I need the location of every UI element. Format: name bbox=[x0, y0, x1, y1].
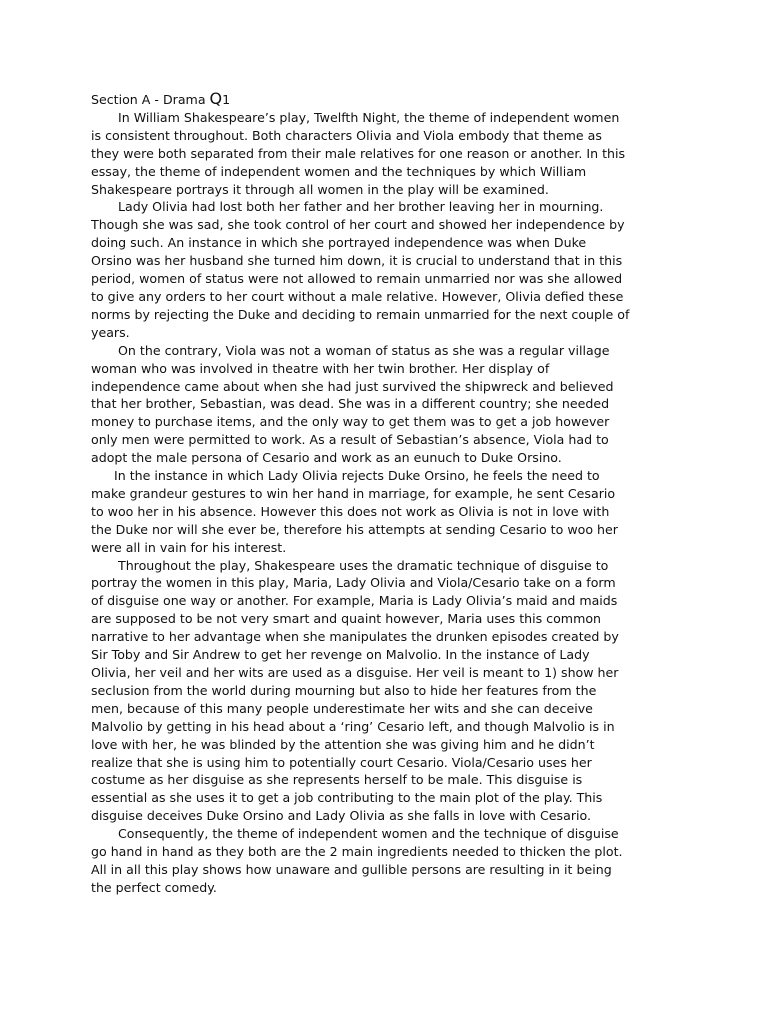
question-number: 1 bbox=[222, 92, 231, 107]
paragraph-introduction: In William Shakespeare’s play, Twelfth Night, the theme of independent women is consistent throughout. Both characters Olivia and Viola embody that theme as they were both separated from their male relatives for one reason or another. In this essay, the theme of independent women and the techniques by which William Shakespeare portrays it through all women in the play will be examined. bbox=[91, 109, 626, 197]
paragraph-viola: On the contrary, Viola was not a woman of status as she was a regular village woman who was involved in theatre with her twin brother. Her display of independence came about when she had just survived the shipwreck and believed that her brother, Sebastian, was dead. She was in a different country; she needed money to purchase items, and the only way to get them was to get a job however only men were permitted to work. As a result of Sebastian’s absence, Viola had to adopt the male persona of Cesario and work as an eunuch to Duke Orsino. bbox=[91, 342, 614, 466]
paragraph-orsino: In the instance in which Lady Olivia rejects Duke Orsino, he feels the need to make grandeur gestures to win her hand in marriage, for example, he sent Cesario to woo her in his absence. However this does not work as Olivia is not in love with the Duke nor will she ever be, therefore his attempts at sending Cesario to woo her were all in vain for his interest. bbox=[91, 468, 618, 555]
section-label: Section A - Drama bbox=[91, 92, 210, 107]
paragraph-olivia: Lady Olivia had lost both her father and her brother leaving her in mourning. Though she was sad, she took control of her court and showed her independence by doing such. An instance in which she portrayed independence was when Duke Orsino was her husband she turned him down, it is crucial to understand that in this period, women of status were not allowed to remain unmarried nor was she allowed to give any orders to her court without a male relative. However, Olivia defied these norms by rejecting the Duke and deciding to remain unmarried for the next couple of years. bbox=[91, 199, 630, 340]
paragraph-disguise: Throughout the play, Shakespeare uses the dramatic technique of disguise to portray the women in this play, Maria, Lady Olivia and Viola/Cesario take on a form of disguise one way or another. For example, Maria is Lady Olivia’s maid and maids are supposed to be not very smart and quaint however, Maria uses this common narrative to her advantage when she manipulates the drunken episodes created by Sir Toby and Sir Andrew to get her revenge on Malvolio. In the instance of Lady Olivia, her veil and her wits are used as a disguise. Her veil is meant to 1) show her seclusion from the world during mourning but also to hide her features from the men, because of this many people underestimate her wits and she can deceive Malvolio by getting in his head about a ‘ring’ Cesario left, and though Malvolio is in love with her, he was blinded by the attention she was giving him and he didn’t realize that she is using him to potentially court Cesario. Viola/Cesario uses her costume as her disguise as she represents herself to be male. This disguise is essential as she uses it to get a job contributing to the main plot of the play. This disguise deceives Duke Orsino and Lady Olivia as she falls in love with Cesario. bbox=[91, 557, 619, 824]
question-letter: Q bbox=[209, 89, 223, 108]
paragraph-conclusion: Consequently, the theme of independent women and the technique of disguise go hand in hand as they both are the 2 main ingredients needed to thicken the plot. All in all this play shows how unaware and gullible persons are resulting in it being the perfect comedy. bbox=[91, 826, 623, 895]
section-heading bbox=[91, 90, 631, 109]
essay-body bbox=[91, 90, 631, 897]
